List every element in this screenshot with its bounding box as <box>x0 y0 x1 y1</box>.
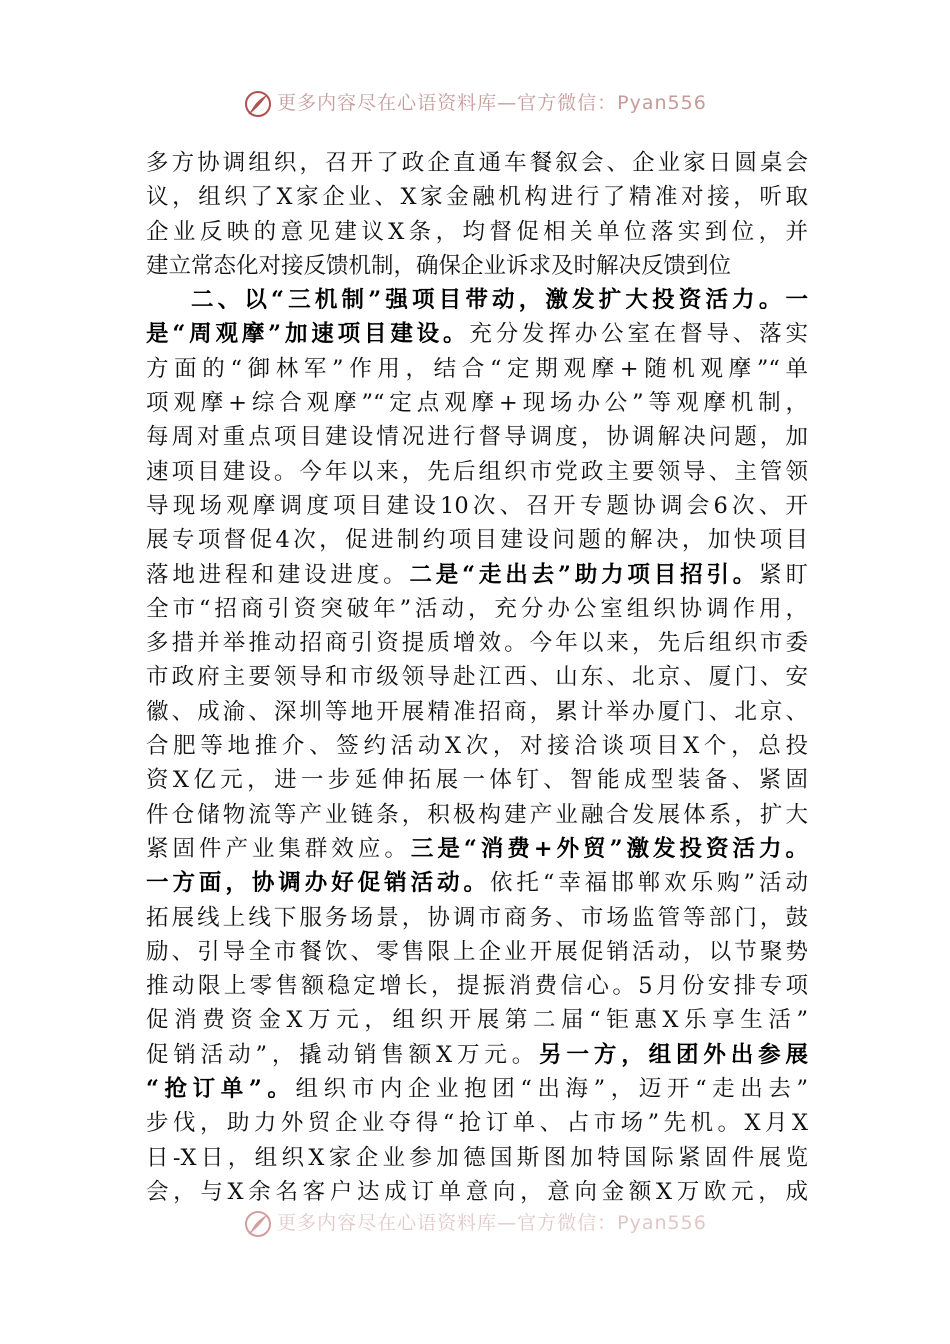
text-line: 多措并举推动招商引资提质增效。今年以来，先后组织市委 <box>146 630 808 657</box>
text-line: 促销活动”，撬动销售额X万元。另一方，组团外出参展 <box>146 1041 808 1068</box>
feather-logo-icon <box>243 89 273 119</box>
text-line: 一方面，协调办好促销活动。依托“幸福邯郸欢乐购”活动 <box>146 870 808 897</box>
watermark-text: 更多内容尽在心语资料库—官方微信：Pyan556 <box>277 92 707 114</box>
subheading-3b: 另一方，组团外出参展 <box>539 1041 808 1068</box>
text-line: 徽、成渝、深圳等地开展精准招商，累计举办厦门、北京、 <box>146 698 808 725</box>
section-heading-line <box>146 283 808 317</box>
watermark-text: 更多内容尽在心语资料库—官方微信：Pyan556 <box>277 1212 707 1234</box>
text-line: 合肥等地推介、签约活动X次，对接洽谈项目X个，总投 <box>146 733 808 760</box>
text-line: 促消费资金X万元，组织开展第二届“钜惠X乐享生活” <box>146 1007 808 1034</box>
subheading-3: 三是“消费+外贸”激发投资活力。 <box>410 835 808 862</box>
watermark-header <box>0 88 950 119</box>
subheading-3b-cont: “抢订单”。 <box>146 1076 296 1103</box>
text-line: 每周对重点项目建设情况进行督导调度，协调解决问题，加 <box>146 424 808 451</box>
text-line: 建立常态化对接反馈机制，确保企业诉求及时解决反馈到位 <box>146 252 732 279</box>
text-line: 会，与X余名客户达成订单意向，意向金额X万欧元，成 <box>146 1178 808 1205</box>
text-line: 展专项督促4次，促进制约项目建设问题的解决，加快项目 <box>146 527 808 554</box>
text-line: 市政府主要领导和市级领导赴江西、山东、北京、厦门、安 <box>146 664 808 691</box>
feather-logo-icon <box>243 1209 273 1239</box>
text-line: 企业反映的意见建议X条，均督促相关单位落实到位，并 <box>146 218 808 245</box>
text-line: 资X亿元，进一步延伸拓展一体钉、智能成型装备、紧固 <box>146 767 808 794</box>
text-line: 紧固件产业集群效应。三是“消费+外贸”激发投资活力。 <box>146 835 808 862</box>
text-line: 方面的“御林军”作用，结合“定期观摩+随机观摩”“单 <box>146 355 808 382</box>
text-line: 推动限上零售额稳定增长，提振消费信心。5月份安排专项 <box>146 973 808 1000</box>
subheading-1: 是“周观摩”加速项目建设。 <box>146 321 470 348</box>
section-heading: 二、以“三机制”强项目带动，激发扩大投资活力。一 <box>191 287 808 314</box>
text-line: 拓展线上线下服务场景，协调市商务、市场监管等部门，鼓 <box>146 904 808 931</box>
text-line: “抢订单”。组织市内企业抱团“出海”，迈开“走出去” <box>146 1076 808 1103</box>
text-line: 项观摩+综合观摩”“定点观摩+现场办公”等观摩机制， <box>146 390 808 417</box>
document-body <box>146 146 808 1209</box>
text-line: 落地进程和建设进度。二是“走出去”助力项目招引。紧盯 <box>146 561 808 588</box>
subheading-3a: 一方面，协调办好促销活动。 <box>146 870 490 897</box>
text-line: 件仓储物流等产业链条，积极构建产业融合发展体系，扩大 <box>146 801 808 828</box>
text-line: 导现场观摩调度项目建设10次、召开专题协调会6次、开 <box>146 492 808 519</box>
text-line: 速项目建设。今年以来，先后组织市党政主要领导、主管领 <box>146 458 808 485</box>
text-line: 步伐，助力外贸企业夺得“抢订单、占市场”先机。X月X <box>146 1110 808 1137</box>
text-line: 多方协调组织，召开了政企直通车餐叙会、企业家日圆桌会 <box>146 150 808 176</box>
subheading-2: 二是“走出去”助力项目招引。 <box>409 561 760 588</box>
text-line: 全市“招商引资突破年”活动，充分办公室组织协调作用， <box>146 595 808 622</box>
text-line: 议，组织了X家企业、X家金融机构进行了精准对接，听取 <box>146 184 808 211</box>
text-line: 励、引导全市餐饮、零售限上企业开展促销活动，以节聚势 <box>146 938 808 965</box>
text-line: 日-X日，组织X家企业参加德国斯图加特国际紧固件展览 <box>146 1144 808 1171</box>
watermark-footer <box>0 1208 950 1239</box>
text-line: 是“周观摩”加速项目建设。充分发挥办公室在督导、落实 <box>146 321 808 348</box>
